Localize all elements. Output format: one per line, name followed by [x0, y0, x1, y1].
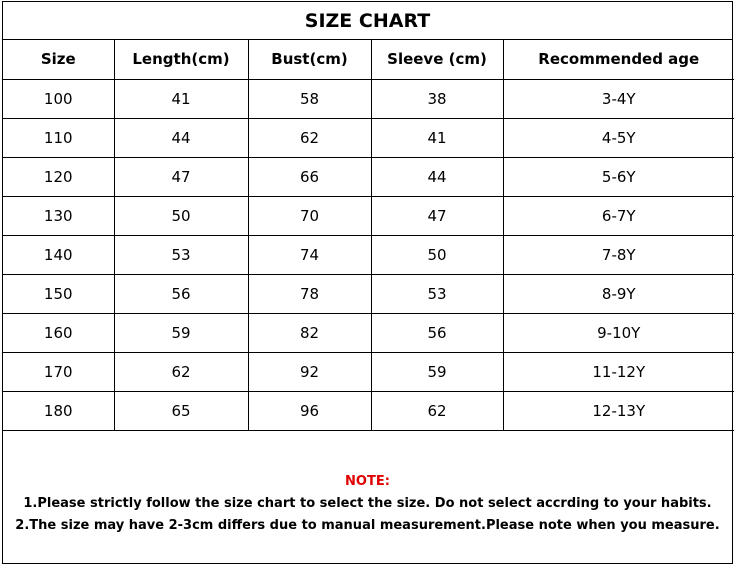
cell-length: 59 [114, 313, 248, 352]
size-table [3, 40, 734, 431]
cell-bust: 66 [248, 157, 371, 196]
cell-bust: 70 [248, 196, 371, 235]
cell-size: 140 [3, 235, 114, 274]
cell-bust: 62 [248, 118, 371, 157]
note-section [3, 440, 732, 563]
cell-size: 150 [3, 274, 114, 313]
cell-bust: 82 [248, 313, 371, 352]
note-line-2: 2.The size may have 2-3cm differs due to manual measurement.Please note when you measure. [15, 518, 720, 533]
table-row [3, 313, 734, 352]
cell-bust: 78 [248, 274, 371, 313]
cell-age: 4-5Y [503, 118, 734, 157]
header-recommended-age: Recommended age [503, 40, 734, 79]
cell-sleeve: 38 [371, 79, 503, 118]
cell-length: 53 [114, 235, 248, 274]
note-line-1: 1.Please strictly follow the size chart to select the size. Do not select accrding to your habits. [23, 496, 712, 511]
chart-title: SIZE CHART [3, 2, 732, 40]
cell-age: 9-10Y [503, 313, 734, 352]
cell-sleeve: 53 [371, 274, 503, 313]
cell-age: 8-9Y [503, 274, 734, 313]
cell-bust: 58 [248, 79, 371, 118]
cell-bust: 96 [248, 391, 371, 430]
table-row [3, 157, 734, 196]
cell-size: 110 [3, 118, 114, 157]
cell-size: 170 [3, 352, 114, 391]
cell-length: 62 [114, 352, 248, 391]
cell-sleeve: 47 [371, 196, 503, 235]
cell-age: 3-4Y [503, 79, 734, 118]
header-length: Length(cm) [114, 40, 248, 79]
cell-bust: 92 [248, 352, 371, 391]
cell-length: 50 [114, 196, 248, 235]
table-row [3, 235, 734, 274]
cell-length: 44 [114, 118, 248, 157]
cell-length: 41 [114, 79, 248, 118]
cell-bust: 74 [248, 235, 371, 274]
cell-size: 100 [3, 79, 114, 118]
cell-sleeve: 44 [371, 157, 503, 196]
cell-age: 5-6Y [503, 157, 734, 196]
cell-sleeve: 50 [371, 235, 503, 274]
cell-length: 65 [114, 391, 248, 430]
cell-age: 11-12Y [503, 352, 734, 391]
table-row [3, 196, 734, 235]
table-header-row [3, 40, 734, 79]
cell-sleeve: 56 [371, 313, 503, 352]
header-sleeve: Sleeve (cm) [371, 40, 503, 79]
cell-length: 47 [114, 157, 248, 196]
cell-sleeve: 41 [371, 118, 503, 157]
table-row [3, 391, 734, 430]
cell-length: 56 [114, 274, 248, 313]
cell-age: 6-7Y [503, 196, 734, 235]
table-row [3, 352, 734, 391]
cell-sleeve: 62 [371, 391, 503, 430]
cell-sleeve: 59 [371, 352, 503, 391]
note-title: NOTE: [345, 474, 390, 489]
table-row [3, 274, 734, 313]
size-chart-sheet [2, 1, 733, 564]
table-row [3, 79, 734, 118]
cell-age: 12-13Y [503, 391, 734, 430]
cell-size: 180 [3, 391, 114, 430]
cell-size: 120 [3, 157, 114, 196]
cell-age: 7-8Y [503, 235, 734, 274]
table-row [3, 118, 734, 157]
header-size: Size [3, 40, 114, 79]
cell-size: 160 [3, 313, 114, 352]
cell-size: 130 [3, 196, 114, 235]
header-bust: Bust(cm) [248, 40, 371, 79]
